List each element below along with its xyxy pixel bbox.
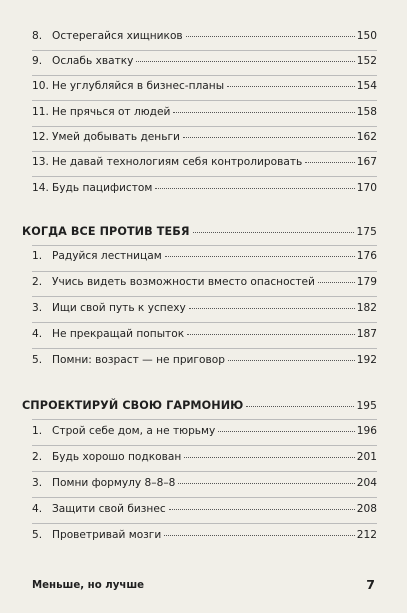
entry-page: 187 — [356, 328, 377, 340]
entry-page: 204 — [356, 477, 377, 489]
leader-dots — [227, 86, 355, 87]
leader-dots — [228, 360, 355, 361]
entry-page: 196 — [356, 425, 377, 437]
entry-title: Будь пацифистом — [52, 182, 153, 194]
entry-page: 162 — [356, 131, 377, 143]
entry-number: 11. — [32, 106, 49, 118]
divider — [32, 445, 377, 446]
toc-entry[interactable] — [32, 354, 377, 370]
divider — [32, 296, 377, 297]
leader-dots — [164, 535, 355, 536]
entry-title: Будь хорошо подкован — [52, 451, 182, 463]
entry-page: 208 — [356, 503, 377, 515]
divider — [32, 245, 377, 246]
entry-page: 154 — [356, 80, 377, 92]
entry-number: 4. — [32, 503, 43, 515]
toc-entry[interactable] — [32, 503, 377, 519]
leader-dots — [173, 112, 354, 113]
section-title: КОГДА ВСЕ ПРОТИВ ТЕБЯ — [22, 225, 190, 238]
toc-entry[interactable] — [32, 131, 377, 147]
divider — [32, 419, 377, 420]
entry-page: 182 — [356, 302, 377, 314]
entry-number: 5. — [32, 354, 43, 366]
entry-page: 201 — [356, 451, 377, 463]
leader-dots — [318, 282, 355, 283]
entry-page: 170 — [356, 182, 377, 194]
entry-number: 3. — [32, 302, 43, 314]
entry-title: Остерегайся хищников — [52, 30, 183, 42]
entry-number: 8. — [32, 30, 43, 42]
entry-number: 2. — [32, 451, 43, 463]
entry-number: 1. — [32, 425, 43, 437]
entry-page: 176 — [356, 250, 377, 262]
divider — [32, 126, 377, 127]
entry-number: 10. — [32, 80, 49, 92]
leader-dots — [187, 334, 355, 335]
toc-entry[interactable] — [32, 30, 377, 46]
entry-number: 3. — [32, 477, 43, 489]
section-page: 195 — [356, 400, 377, 412]
entry-title: Не прячься от людей — [52, 106, 171, 118]
leader-dots — [169, 509, 355, 510]
entry-page: 212 — [356, 529, 377, 541]
toc-entry[interactable] — [32, 156, 377, 172]
toc-section-heading[interactable] — [22, 399, 377, 415]
toc-entry[interactable] — [32, 182, 377, 198]
entry-page: 152 — [356, 55, 377, 67]
divider — [32, 176, 377, 177]
toc-entry[interactable] — [32, 106, 377, 122]
section-title: СПРОЕКТИРУЙ СВОЮ ГАРМОНИЮ — [22, 399, 244, 412]
entry-title: Помни формулу 8–8–8 — [52, 477, 176, 489]
toc-entry[interactable] — [32, 250, 377, 266]
leader-dots — [136, 61, 354, 62]
section-page: 175 — [356, 226, 377, 238]
entry-page: 192 — [356, 354, 377, 366]
entry-number: 13. — [32, 156, 49, 168]
entry-title: Защити свой бизнес — [52, 503, 166, 515]
leader-dots — [305, 162, 354, 163]
entry-number: 1. — [32, 250, 43, 262]
entry-title: Проветривай мозги — [52, 529, 162, 541]
entry-number: 12. — [32, 131, 49, 143]
toc-entry[interactable] — [32, 451, 377, 467]
entry-number: 9. — [32, 55, 43, 67]
leader-dots — [183, 137, 355, 138]
toc-entry[interactable] — [32, 425, 377, 441]
leader-dots — [189, 308, 355, 309]
entry-title: Не углубляйся в бизнес-планы — [52, 80, 225, 92]
entry-title: Радуйся лестницам — [52, 250, 162, 262]
toc-entry[interactable] — [32, 302, 377, 318]
entry-page: 158 — [356, 106, 377, 118]
entry-title: Не прекращай попыток — [52, 328, 185, 340]
entry-number: 2. — [32, 276, 43, 288]
entry-title: Помни: возраст — не приговор — [52, 354, 225, 366]
leader-dots — [184, 457, 355, 458]
entry-page: 150 — [356, 30, 377, 42]
leader-dots — [246, 406, 354, 407]
toc-entry[interactable] — [32, 477, 377, 493]
entry-number: 5. — [32, 529, 43, 541]
divider — [32, 151, 377, 152]
entry-title: Ослабь хватку — [52, 55, 134, 67]
entry-title: Умей добывать деньги — [52, 131, 180, 143]
leader-dots — [155, 188, 354, 189]
divider — [32, 271, 377, 272]
toc-section-heading[interactable] — [22, 225, 377, 241]
toc-entry[interactable] — [32, 328, 377, 344]
divider — [32, 322, 377, 323]
divider — [32, 523, 377, 524]
entry-page: 179 — [356, 276, 377, 288]
toc-entry[interactable] — [32, 80, 377, 96]
divider — [32, 471, 377, 472]
entry-page: 167 — [356, 156, 377, 168]
entry-number: 14. — [32, 182, 49, 194]
divider — [32, 497, 377, 498]
divider — [32, 75, 377, 76]
leader-dots — [193, 232, 355, 233]
toc-entry[interactable] — [32, 55, 377, 71]
entry-title: Строй себе дом, а не тюрьму — [52, 425, 216, 437]
entry-title: Учись видеть возможности вместо опасностей — [52, 276, 315, 288]
divider — [32, 100, 377, 101]
leader-dots — [218, 431, 354, 432]
leader-dots — [165, 256, 355, 257]
divider — [32, 348, 377, 349]
leader-dots — [178, 483, 354, 484]
entry-title: Не давай технологиям себя контролировать — [52, 156, 303, 168]
toc-entry[interactable] — [32, 529, 377, 545]
entry-title: Ищи свой путь к успеху — [52, 302, 186, 314]
entry-number: 4. — [32, 328, 43, 340]
divider — [32, 50, 377, 51]
footer-book-title: Меньше, но лучше — [32, 580, 145, 591]
leader-dots — [186, 36, 355, 37]
footer-page-number: 7 — [366, 577, 375, 592]
toc-entry[interactable] — [32, 276, 377, 292]
